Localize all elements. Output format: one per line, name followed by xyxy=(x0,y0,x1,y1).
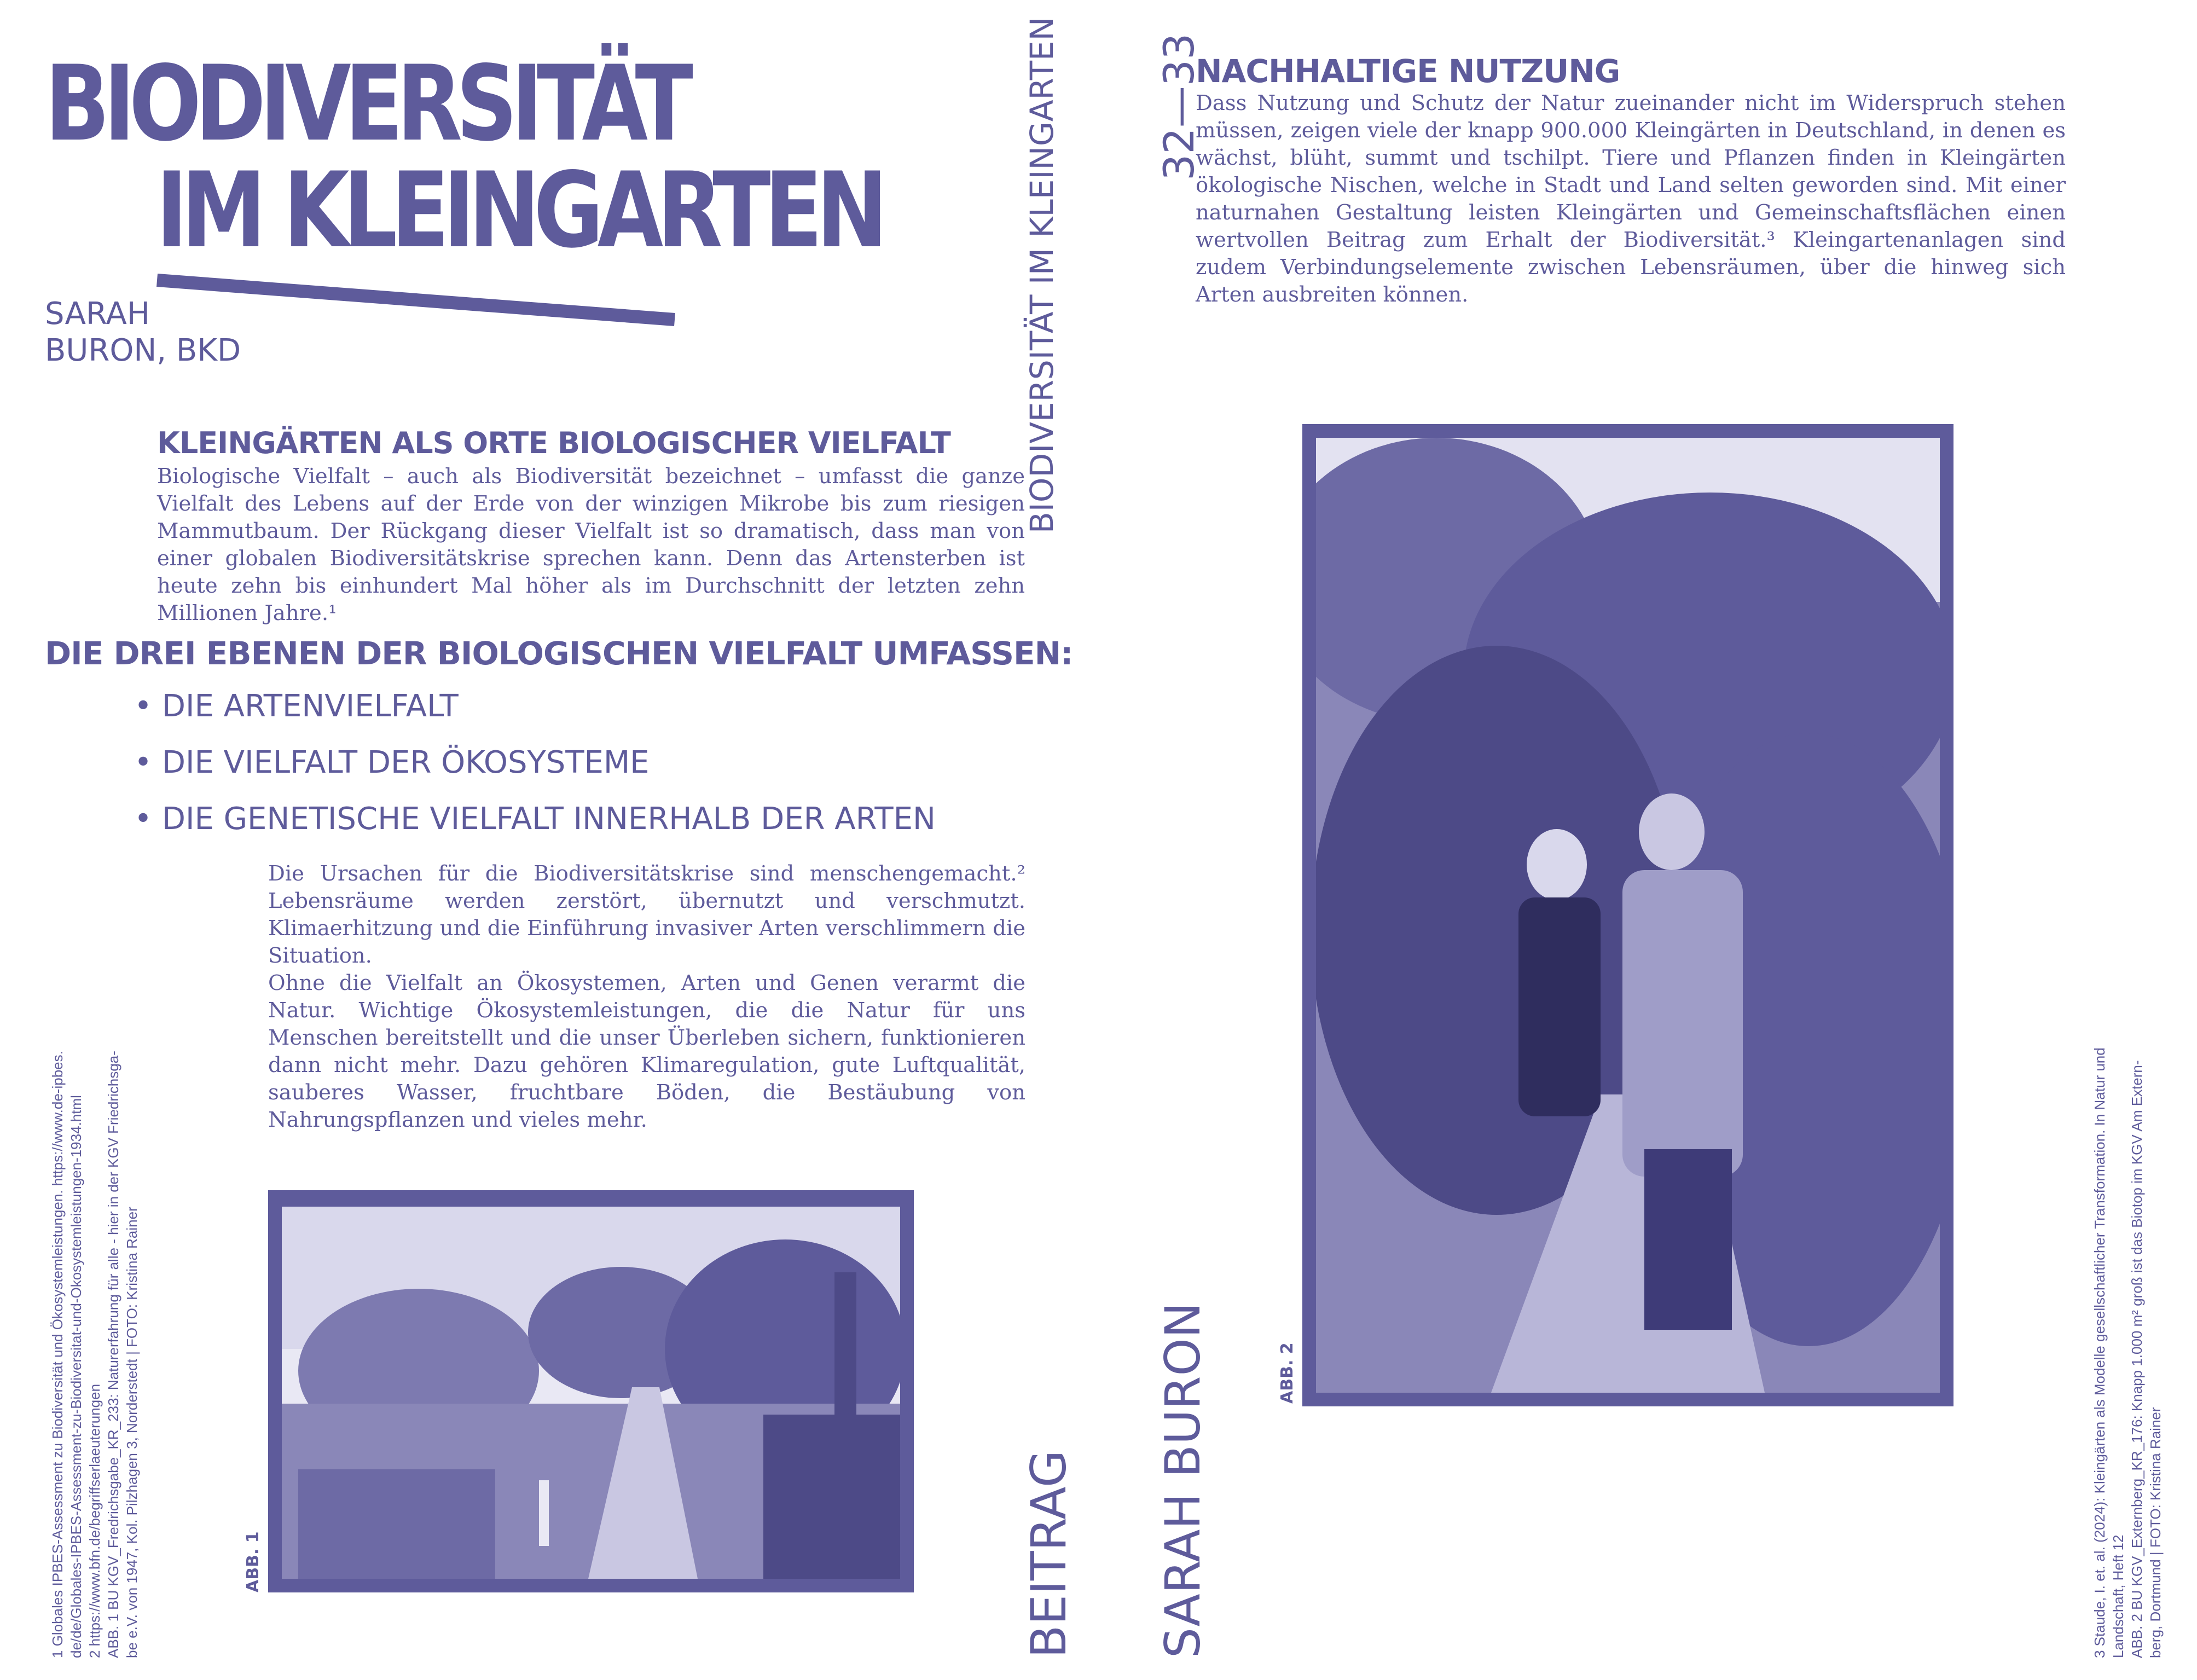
section3-paragraph-2: Ohne die Vielfalt an Ökosystemen, Arten und Genen verarmt die Natur. Wichtige Ökosystemleistungen, die die Natur für uns Menschen bereitstellt und die unser Überleben sichern, funktionieren dann nicht mehr. Dazu gehören Klimaregulation, gute Luftqualität, sauberes Wasser, fruchtbare Böden, die Bestäubung von Nahrungspflanzen und vieles mehr. xyxy=(268,971,1025,1132)
author-vertical: SARAH BURON xyxy=(1155,1302,1211,1658)
beitrag-vertical: BEITRAG xyxy=(1021,1450,1077,1658)
footnote-line: ABB. 1 BU KGV_Fredrichsgabe_KR_233: Naturerfahrung für alle - hier in der KGV Friedrichsga- xyxy=(105,1051,121,1658)
figure-1-label: ABB. 1 xyxy=(244,1531,263,1592)
footnote-line: Landschaft, Heft 12 xyxy=(2110,1534,2126,1658)
footnote-line: 1 Globales IPBES-Assessment zu Biodiversität und Ökosystemleistungen. https://www.de-ipbes. xyxy=(49,1051,66,1658)
footnotes-right xyxy=(2090,1047,2165,1658)
section3-body xyxy=(268,860,1025,1134)
title-line-1: BIODIVERSITÄT xyxy=(45,43,687,164)
list-item: • DIE GENETISCHE VIELFALT INNERHALB DER ARTEN xyxy=(134,801,936,837)
footnote-line: ABB. 2 BU KGV_Externberg_KR_176: Knapp 1.000 m² groß ist das Biotop im KGV Am Extern- xyxy=(2129,1060,2145,1658)
section3-paragraph-1: Die Ursachen für die Biodiversitätskrise sind menschengemacht.² Lebensräume werden zerstört, übernutzt und verschmutzt. Klimaerhitzung und die Einführung invasiver Arten verschlimmern die Situation. xyxy=(268,861,1025,968)
section1-paragraph: Biologische Vielfalt – auch als Biodiversität bezeichnet – umfasst die ganze Vielfalt des Lebens auf der Erde von der winzigen Mikrobe bis zum riesigen Mammutbaum. Der Rückgang dieser Vielfalt ist so dramatisch, dass man von einer globalen Biodiversitätskrise sprechen kann. Denn das Artensterben ist heute zehn bis einhundert Mal höher als im Durchschnitt der letzten zehn Millionen Jahre.¹ xyxy=(157,464,1025,625)
page-numbers: 32—33 xyxy=(1155,33,1203,181)
right-body xyxy=(1196,90,2066,309)
footnote-line: 2 https://www.bfn.de/begriffserlaeuterungen xyxy=(86,1383,103,1658)
author-block xyxy=(45,296,241,369)
figure-2-photo xyxy=(1316,438,1940,1393)
author-last: BURON, BKD xyxy=(45,333,241,369)
footnote-line: de/de/Globales-IPBES-Assessment-zu-Biodiversitat-und-Okosystemleistungen-1934.html xyxy=(68,1095,84,1658)
right-heading: NACHHALTIGE NUTZUNG xyxy=(1196,53,1620,90)
footnote-line: 3 Staude, I. et. al. (2024): Kleingärten als Modelle gesellschaftlicher Transformation. In Natur und xyxy=(2091,1047,2108,1658)
figure-2-label: ABB. 2 xyxy=(1278,1342,1297,1404)
right-paragraph: Dass Nutzung und Schutz der Natur zueinander nicht im Widerspruch stehen müssen, zeigen viele der knapp 900.000 Kleingärten in Deutschland, in denen es wächst, blüht, summt und tschilpt. Tiere und Pflanzen finden in Kleingärten ökologische Nischen, welche in Stadt und Land selten geworden sind. Mit einer naturnahen Gestaltung leisten Kleingärten und Gemeinschaftsflächen einen wertvollen Beitrag zum Erhalt der Biodiversität.³ Kleingartenanlagen sind zudem Verbindungselemente zwischen Lebensräumen, über die hinweg sich Arten ausbreiten können. xyxy=(1196,91,2066,307)
list-item: • DIE ARTENVIELFALT xyxy=(134,688,459,724)
figure-1-photo xyxy=(282,1207,900,1579)
list-item: • DIE VIELFALT DER ÖKOSYSTEME xyxy=(134,745,650,780)
title-line-2: IM KLEINGARTEN xyxy=(156,150,882,271)
footnote-line: berg, Dortmund | FOTO: Kristina Rainer xyxy=(2147,1407,2164,1658)
levels-list xyxy=(134,688,936,858)
footnotes-left xyxy=(48,1051,141,1658)
footnote-line: be e.V. von 1947, Kol. Pilzhagen 3, Norderstedt | FOTO: Kristina Rainer xyxy=(124,1207,140,1658)
running-title-vertical: BIODIVERSITÄT IM KLEINGARTEN xyxy=(1023,16,1060,534)
section2-heading: DIE DREI EBENEN DER BIOLOGISCHEN VIELFALT UMFASSEN: xyxy=(45,635,1073,672)
section1-body xyxy=(157,463,1025,627)
section1-heading: KLEINGÄRTEN ALS ORTE BIOLOGISCHER VIELFALT xyxy=(157,426,950,460)
author-first: SARAH xyxy=(45,296,150,332)
